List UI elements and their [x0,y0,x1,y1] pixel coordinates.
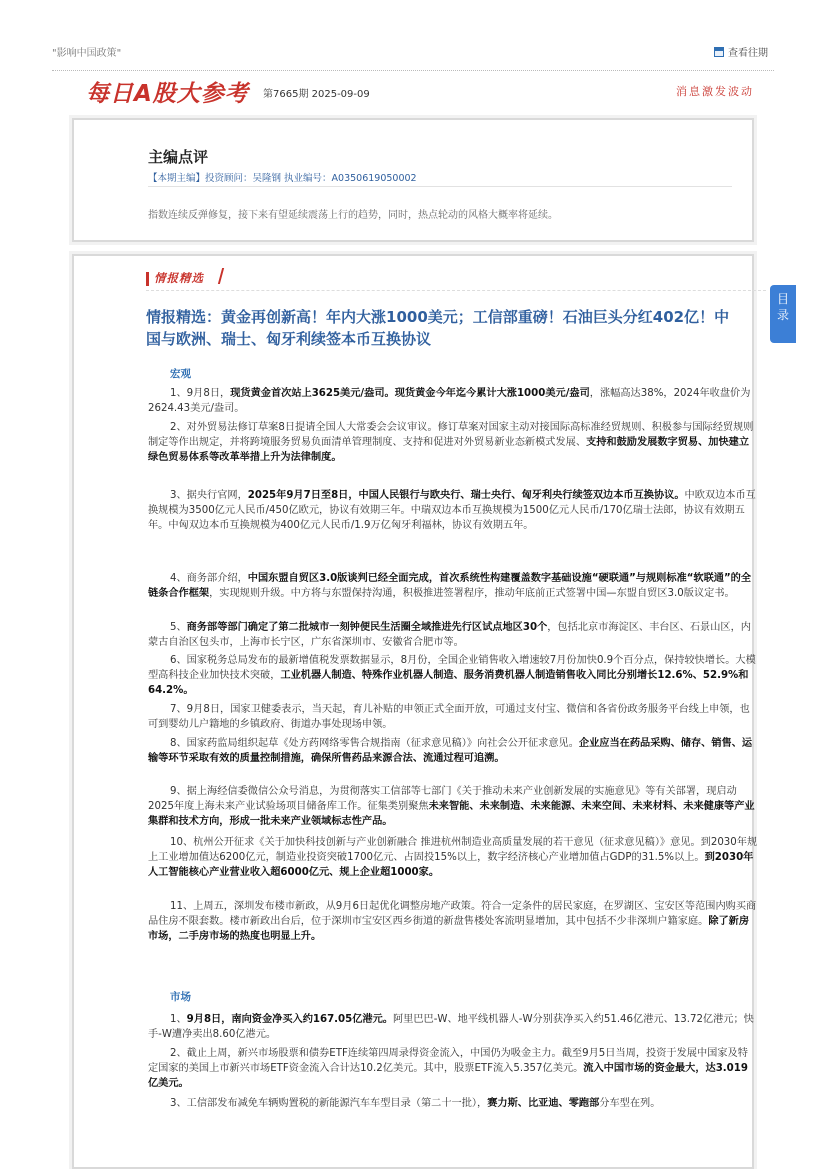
macro-item-1: 1、9月8日，现货黄金首次站上3625美元/盎司。现货黄金今年迄今累计大涨1000美元/盎司，涨幅高达38%，2024年收盘价为2624.43美元/盎司。 [148,388,751,414]
editor-comment-box [72,118,754,242]
macro-item-6: 6、国家税务总局发布的最新增值税发票数据显示，8月份，全国企业销售收入增速较7月份加快0.9个百分点，保持较快增长。大模型高科技企业加快技术突破，工业机器人制造、特殊作业机器人制造、服务消费机器人制造销售收入同比分别增长12.6%、52.9%和64.2%。 [148,655,756,696]
macro-item-11: 11、上周五，深圳发布楼市新政，从9月6日起优化调整房地产政策。符合一定条件的居民家庭，在罗湖区、宝安区等范围内购买商品住房不限套数。楼市新政出台后，位于深圳市宝安区西乡街道的新盘售楼处客流明显增加，其中包括不少非深圳户籍家庭。除了新房市场，二手房市场的热度也明显上升。 [148,901,757,942]
tag-label: 情报精选 [154,271,204,285]
macro-item-2: 2、对外贸易法修订草案8日提请全国人大常委会会议审议。修订草案对国家主动对接国际高标准经贸规则、积极参与国际经贸规则制定等作出规定，并将跨境服务贸易负面清单管理制度、支持和促进对外贸易新业态新模式发展、支持和鼓励发展数字贸易、加快建立绿色贸易体系等改革举措上升为法律制度。 [148,422,754,463]
toc-label-2: 录 [776,308,789,322]
macro-item-4: 4、商务部介绍，中国东盟自贸区3.0版谈判已经全面完成，首次系统性构建覆盖数字基础设施“硬联通”与规则标准“软联通”的全链条合作框架，实现规则升级。中方将与东盟保持沟通，积极推进签署程序，推动年底前正式签署中国—东盟自贸区3.0版议定书。 [148,573,752,599]
tag-bar [146,272,149,286]
tag-mark [218,268,224,284]
macro-item-8: 8、国家药监局组织起草《处方药网络零售合规指南（征求意见稿）》向社会公开征求意见。企业应当在药品采购、储存、销售、运输等环节采取有效的质量控制措施，确保所售药品来源合法、流通过程可追溯。 [148,738,753,764]
logo: 每日A股大参考 [86,81,249,107]
market-item-3: 3、工信部发布减免车辆购置税的新能源汽车车型目录（第二十一批），赛力斯、比亚迪、零跑部分车型在列。 [170,1098,661,1109]
view-archive-link[interactable] [714,44,768,59]
macro-item-9: 9、据上海经信委微信公众号消息，为贯彻落实工信部等七部门《关于推动未来产业创新发展的实施意见》等有关部署，现启动2025年度上海未来产业试验场项目储备库工作。征集类别聚焦未来智能、未来制造、未来能源、未来空间、未来材料、未来健康等产业集群和技术方向，形成一批未来产业领域标志性产品。 [148,786,755,827]
macro-item-3: 3、据央行官网，2025年9月7日至8日，中国人民银行与欧央行、瑞士央行、匈牙利央行续签双边本币互换协议。中欧双边本币互换规模为3500亿元人民币/450亿欧元，协议有效期三年。中瑞双边本币互换规模为1500亿元人民币/170亿瑞士法郎，协议有效期五年。中匈双边本币互换规模为400亿元人民币/1.9万亿匈牙利福林，协议有效期五年。 [148,490,756,531]
view-archive-label: 查看往期 [728,48,768,59]
macro-item-7: 7、9月8日，国家卫健委表示，当天起，育儿补贴的申领正式全面开放，可通过支付宝、微信和各省份政务服务平台线上申领，也可到婴幼儿户籍地的乡镇政府、街道办事处现场申领。 [148,704,750,730]
market-item-2: 2、截止上周，新兴市场股票和债券ETF连续第四周录得资金流入，中国仍为吸金主力。截至9月5日当周，投资于发展中国家及特定国家的美国上市新兴市场ETF资金流入合计达10.2亿美元。其中，股票ETF流入5.357亿美元。流入中国市场的资金最大，达3.019亿美元。 [148,1048,748,1089]
divider [148,186,732,187]
intel-tag [146,268,766,291]
calendar-icon [714,47,724,57]
toc-button[interactable] [770,285,796,343]
intel-headline: 情报精选：黄金再创新高！年内大涨1000美元；工信部重磅！石油巨头分红402亿！中国与欧洲、瑞士、匈牙利续签本币互换协议 [146,308,730,348]
editor-title: 主编点评 [148,148,209,166]
header-slogan: 消息激发波动 [676,85,754,98]
editor-meta: 【本期主编】投资顾问：吴隆钢 执业编号：A0350619050002 [148,173,417,184]
section-macro: 宏观 [170,368,191,380]
masthead [52,70,774,115]
slogan-quote: "影响中国政策" [52,48,122,59]
market-item-1: 1、9月8日，南向资金净买入约167.05亿港元。阿里巴巴-W、地平线机器人-W分别获净买入约51.46亿港元、13.72亿港元；快手-W遭净卖出8.60亿港元。 [148,1014,754,1040]
intel-box [72,254,758,1169]
macro-item-10: 10、杭州公开征求《关于加快科技创新与产业创新融合 推进杭州制造业高质量发展的若干意见（征求意见稿）》意见。到2030年规上工业增加值达6200亿元，制造业投资突破1700亿元、占固投15%以上，数字经济核心产业增加值占GDP的31.5%以上。到2030年人工智能核心产业营业收入超6000亿元、规上企业超1000家。 [148,837,758,878]
section-market: 市场 [170,991,191,1003]
editor-comment: 指数连续反弹修复，接下来有望延续震荡上行的趋势，同时，热点轮动的风格大概率将延续。 [148,210,558,221]
toc-label-1: 目 [776,292,789,306]
macro-item-5: 5、商务部等部门确定了第二批城市一刻钟便民生活圈全域推进先行区试点地区30个，包括北京市海淀区、丰台区、石景山区，内蒙古自治区包头市，上海市长宁区，广东省深圳市、安徽省合肥市等。 [148,622,751,648]
issue-info: 第7665期 2025-09-09 [263,89,370,100]
